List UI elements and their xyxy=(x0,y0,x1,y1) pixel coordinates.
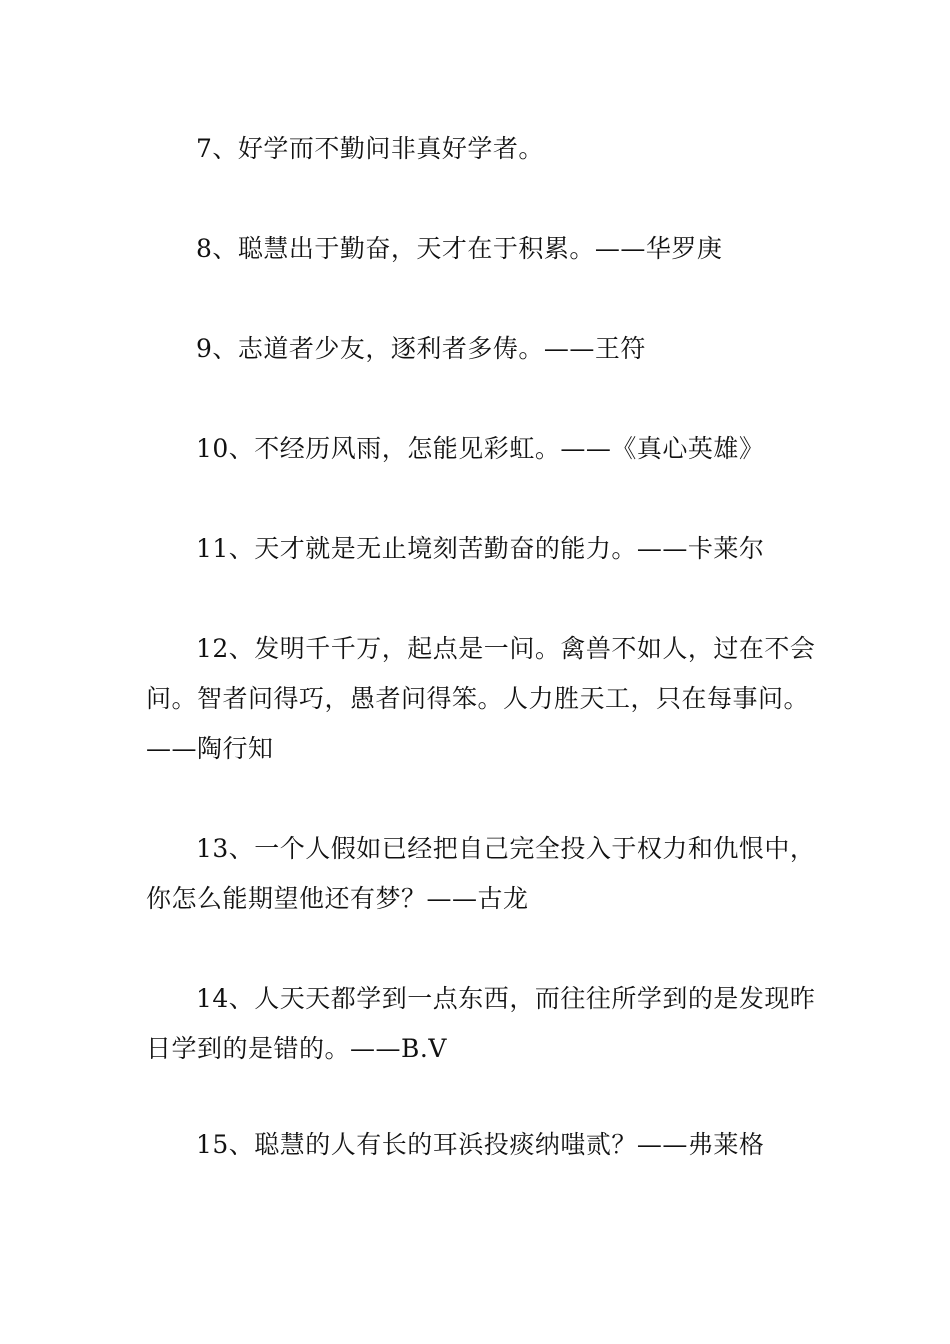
quote-paragraph: 7、好学而不勤问非真好学者。 xyxy=(196,134,544,163)
quote-paragraph: 12、发明千千万，起点是一问。禽兽不如人，过在不会问。智者问得巧，愚者问得笨。人力胜天工，只在每事问。——陶行知 xyxy=(146,634,816,763)
quote-paragraph: 9、志道者少友，逐利者多俦。——王符 xyxy=(196,334,646,363)
quote-paragraph: 14、人天天都学到一点东西，而往往所学到的是发现昨日学到的是错的。——B.V xyxy=(146,984,816,1063)
quote-paragraph: 10、不经历风雨，怎能见彩虹。——《真心英雄》 xyxy=(196,434,765,463)
quote-paragraph: 8、聪慧出于勤奋，天才在于积累。——华罗庚 xyxy=(196,234,723,263)
quote-paragraph: 11、天才就是无止境刻苦勤奋的能力。——卡莱尔 xyxy=(196,534,765,563)
quote-paragraph: 13、一个人假如已经把自己完全投入于权力和仇恨中，你怎么能期望他还有梦？——古龙 xyxy=(146,834,816,913)
quote-paragraph: 15、聪慧的人有长的耳浜投痰纳嗤贰？——弗莱格 xyxy=(196,1130,765,1159)
